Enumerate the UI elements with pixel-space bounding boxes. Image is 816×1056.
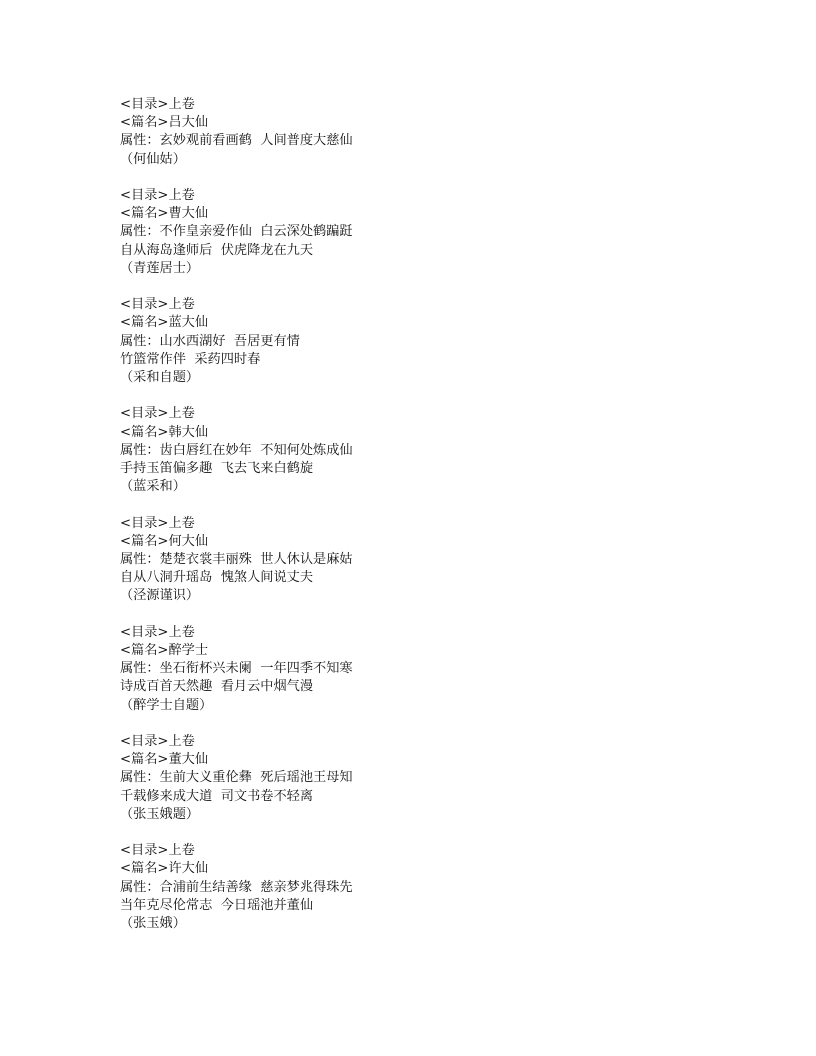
attribution-line: （张玉娥） — [120, 916, 186, 932]
attribution-line: （青莲居士） — [120, 260, 200, 276]
verse-line: 属性：玄妙观前看画鹤 人间普度大慈仙 — [120, 133, 353, 149]
verse-line: 千载修来成大道 司文书卷不轻离 — [120, 788, 314, 804]
verse-line: 属性：合浦前生结善缘 慈亲梦兆得珠先 — [120, 879, 353, 895]
verse-line: 自从海岛逢师后 伏虎降龙在九天 — [120, 242, 314, 258]
catalog-line: <目录>上卷 — [120, 515, 195, 531]
catalog-line: <目录>上卷 — [120, 188, 195, 203]
catalog-line: <目录>上卷 — [120, 97, 195, 112]
verse-line: 属性：楚楚衣裳丰丽殊 世人休认是麻姑 — [120, 552, 353, 568]
poem-entry — [120, 515, 680, 606]
title-line: <篇名>醉学士 — [120, 643, 209, 659]
verse-line: 手持玉笛偏多趣 飞去飞来白鹤旋 — [120, 461, 314, 477]
document-page — [120, 96, 680, 951]
verse-line: 自从八洞升瑶岛 愧煞人间说丈夫 — [120, 570, 314, 586]
attribution-line: （醉学士自题） — [120, 697, 213, 713]
title-line: <篇名>韩大仙 — [120, 424, 209, 440]
catalog-line: <目录>上卷 — [120, 406, 195, 422]
verse-line: 竹篮常作伴 采药四时春 — [120, 351, 261, 367]
title-line: <篇名>曹大仙 — [120, 206, 209, 222]
poem-entry — [120, 187, 680, 278]
catalog-line: <目录>上卷 — [120, 734, 195, 750]
verse-line: 属性：山水西湖好 吾居更有情 — [120, 333, 300, 349]
poem-entry — [120, 733, 680, 824]
title-line: <篇名>何大仙 — [120, 533, 209, 549]
poem-entry — [120, 624, 680, 715]
poem-entry — [120, 405, 680, 496]
catalog-line: <目录>上卷 — [120, 297, 195, 313]
title-line: <篇名>吕大仙 — [120, 115, 209, 131]
verse-line: 属性：生前大义重伦彝 死后瑶池王母知 — [120, 770, 353, 786]
attribution-line: （蓝采和） — [120, 479, 186, 495]
verse-line: 属性：坐石衔杯兴未阑 一年四季不知寒 — [120, 661, 353, 677]
catalog-line: <目录>上卷 — [120, 843, 195, 859]
poem-entry — [120, 842, 680, 933]
verse-line: 属性：不作皇亲爱作仙 白云深处鹤蹁跹 — [120, 224, 353, 240]
catalog-line: <目录>上卷 — [120, 624, 195, 640]
title-line: <篇名>蓝大仙 — [120, 315, 209, 331]
attribution-line: （采和自题） — [120, 370, 200, 386]
title-line: <篇名>许大仙 — [120, 861, 209, 877]
verse-line: 当年克尽伦常志 今日瑶池并董仙 — [120, 897, 314, 913]
poem-entry — [120, 96, 680, 169]
verse-line: 诗成百首天然趣 看月云中烟气漫 — [120, 679, 314, 695]
entry-list — [120, 96, 680, 933]
title-line: <篇名>董大仙 — [120, 752, 209, 768]
attribution-line: （何仙姑） — [120, 151, 186, 167]
attribution-line: （泾源谨识） — [120, 588, 200, 604]
poem-entry — [120, 296, 680, 387]
attribution-line: （张玉娥题） — [120, 806, 200, 822]
verse-line: 属性：齿白唇红在妙年 不知何处炼成仙 — [120, 442, 353, 458]
